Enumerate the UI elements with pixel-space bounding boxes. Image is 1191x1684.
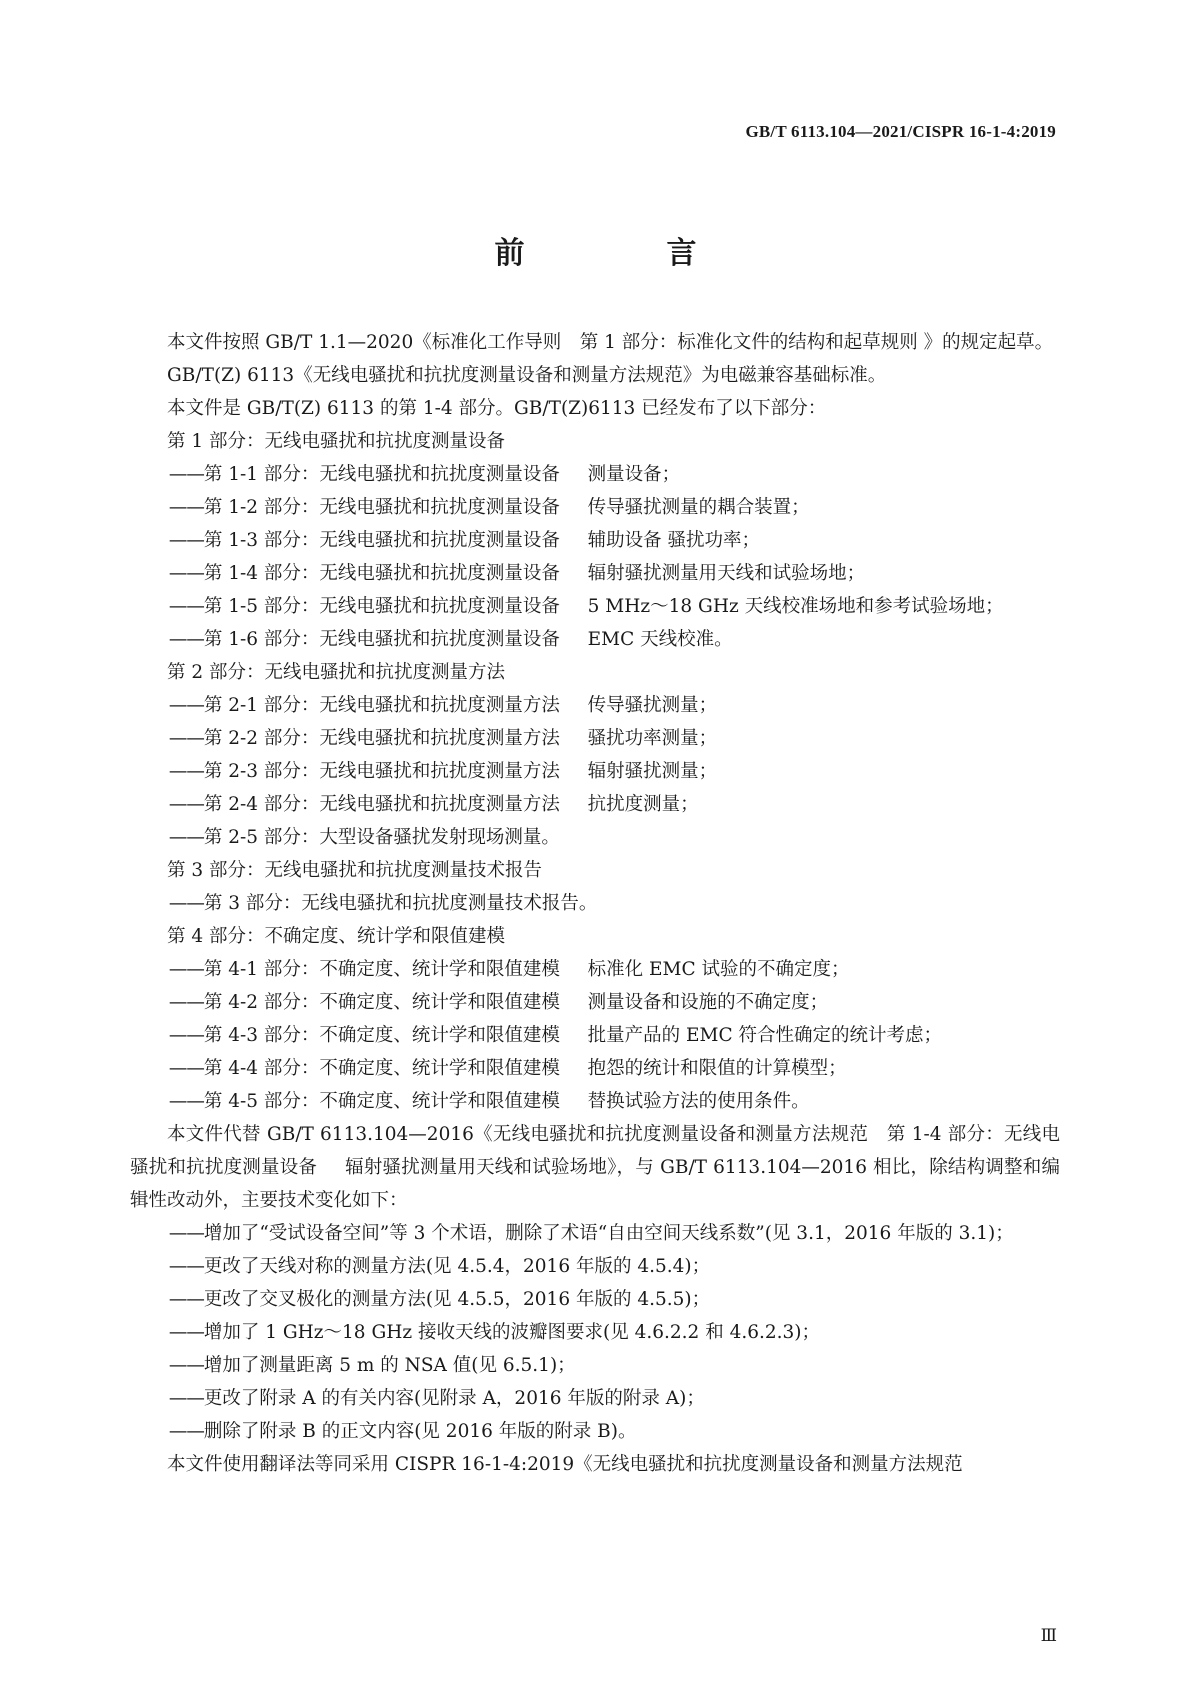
change-item: ——增加了“受试设备空间”等 3 个术语，删除了术语“自由空间天线系数”(见 3.1，2016 年版的 3.1)； [168,1223,1014,1244]
dash-marker: —— [168,1322,204,1343]
list-item: ——第 1-2 部分：无线电骚扰和抗扰度测量设备 传导骚扰测量的耦合装置； [168,497,810,518]
change-item: ——更改了天线对称的测量方法(见 4.5.4，2016 年版的 4.5.4)； [168,1256,711,1277]
dash-marker: —— [168,827,204,848]
dash-marker: —— [168,1421,204,1442]
dash-marker: —— [168,728,204,749]
page-title: 前 言 [494,236,753,271]
list-item: ——第 4-5 部分：不确定度、统计学和限值建模 替换试验方法的使用条件。 [168,1091,810,1112]
dash-marker: —— [168,497,204,518]
list-item: ——第 1-5 部分：无线电骚扰和抗扰度测量设备 5 MHz～18 GHz 天线校准场地和参考试验场地； [168,596,1004,617]
document-body [130,326,1060,1481]
part-heading-2: 第 2 部分：无线电骚扰和抗扰度测量方法 [167,662,506,683]
dash-marker: —— [168,530,204,551]
change-item: ——更改了附录 A 的有关内容(见附录 A，2016 年版的附录 A)； [168,1388,705,1409]
dash-marker: —— [168,596,204,617]
dash-marker: —— [168,1355,204,1376]
part-heading-1: 第 1 部分：无线电骚扰和抗扰度测量设备 [167,431,506,452]
dash-marker: —— [168,1256,204,1277]
list-item: ——第 3 部分：无线电骚扰和抗扰度测量技术报告。 [168,893,598,914]
dash-marker: —— [168,464,204,485]
dash-marker: —— [168,695,204,716]
list-item: ——第 4-2 部分：不确定度、统计学和限值建模 测量设备和设施的不确定度； [168,992,829,1013]
change-item: ——更改了交叉极化的测量方法(见 4.5.5，2016 年版的 4.5.5)； [168,1289,711,1310]
paragraph-parts-intro: 本文件是 GB/T(Z) 6113 的第 1-4 部分。GB/T(Z)6113 已经发布了以下部分： [167,398,827,419]
part-heading-3: 第 3 部分：无线电骚扰和抗扰度测量技术报告 [167,860,543,881]
dash-marker: —— [168,1091,204,1112]
part-heading-4: 第 4 部分：不确定度、统计学和限值建模 [167,926,506,947]
change-item: ——增加了测量距离 5 m 的 NSA 值(见 6.5.1)； [168,1355,576,1376]
dash-marker: —— [168,794,204,815]
change-item: ——增加了 1 GHz～18 GHz 接收天线的波瓣图要求(见 4.6.2.2 和 4.6.2.3)； [168,1322,821,1343]
list-item: ——第 1-1 部分：无线电骚扰和抗扰度测量设备 测量设备； [168,464,681,485]
page-number: Ⅲ [1040,1626,1057,1646]
list-item: ——第 1-6 部分：无线电骚扰和抗扰度测量设备 EMC 天线校准。 [168,629,733,650]
list-item: ——第 2-2 部分：无线电骚扰和抗扰度测量方法 骚扰功率测量； [168,728,718,749]
dash-marker: —— [168,992,204,1013]
dash-marker: —— [168,893,204,914]
paragraph-replacement: 本文件代替 GB/T 6113.104—2016《无线电骚扰和抗扰度测量设备和测量方法规范 第 1-4 部分：无线电骚扰和抗扰度测量设备 辐射骚扰测量用天线和试验场地》，与 GB/T 6113.104—2016 相比，除结构调整和编辑性改动外，主要技术变化如下： [130,1124,1060,1211]
change-item: ——删除了附录 B 的正文内容(见 2016 年版的附录 B)。 [168,1421,637,1442]
paragraph-adoption: 本文件使用翻译法等同采用 CISPR 16-1-4:2019《无线电骚扰和抗扰度测量设备和测量方法规范 [167,1454,963,1475]
dash-marker: —— [168,563,204,584]
dash-marker: —— [168,1388,204,1409]
dash-marker: —— [168,1058,204,1079]
list-item: ——第 2-3 部分：无线电骚扰和抗扰度测量方法 辐射骚扰测量； [168,761,718,782]
dash-marker: —— [168,629,204,650]
paragraph-series: GB/T(Z) 6113《无线电骚扰和抗扰度测量设备和测量方法规范》为电磁兼容基础标准。 [167,365,887,386]
dash-marker: —— [168,1223,204,1244]
list-item: ——第 1-4 部分：无线电骚扰和抗扰度测量设备 辐射骚扰测量用天线和试验场地； [168,563,866,584]
list-item: ——第 1-3 部分：无线电骚扰和抗扰度测量设备 辅助设备 骚扰功率； [168,530,761,551]
list-item: ——第 4-3 部分：不确定度、统计学和限值建模 批量产品的 EMC 符合性确定的统计考虑； [168,1025,943,1046]
dash-marker: —— [168,1289,204,1310]
document-header: GB/T 6113.104—2021/CISPR 16-1-4:2019 [745,122,1056,141]
list-item: ——第 4-1 部分：不确定度、统计学和限值建模 标准化 EMC 试验的不确定度； [168,959,850,980]
list-item: ——第 4-4 部分：不确定度、统计学和限值建模 抱怨的统计和限值的计算模型； [168,1058,847,1079]
paragraph-drafting: 本文件按照 GB/T 1.1—2020《标准化工作导则 第 1 部分：标准化文件的结构和起草规则 》的规定起草。 [167,332,1054,353]
dash-marker: —— [168,1025,204,1046]
list-item: ——第 2-1 部分：无线电骚扰和抗扰度测量方法 传导骚扰测量； [168,695,718,716]
dash-marker: —— [168,959,204,980]
list-item: ——第 2-5 部分：大型设备骚扰发射现场测量。 [168,827,560,848]
dash-marker: —— [168,761,204,782]
list-item: ——第 2-4 部分：无线电骚扰和抗扰度测量方法 抗扰度测量； [168,794,699,815]
